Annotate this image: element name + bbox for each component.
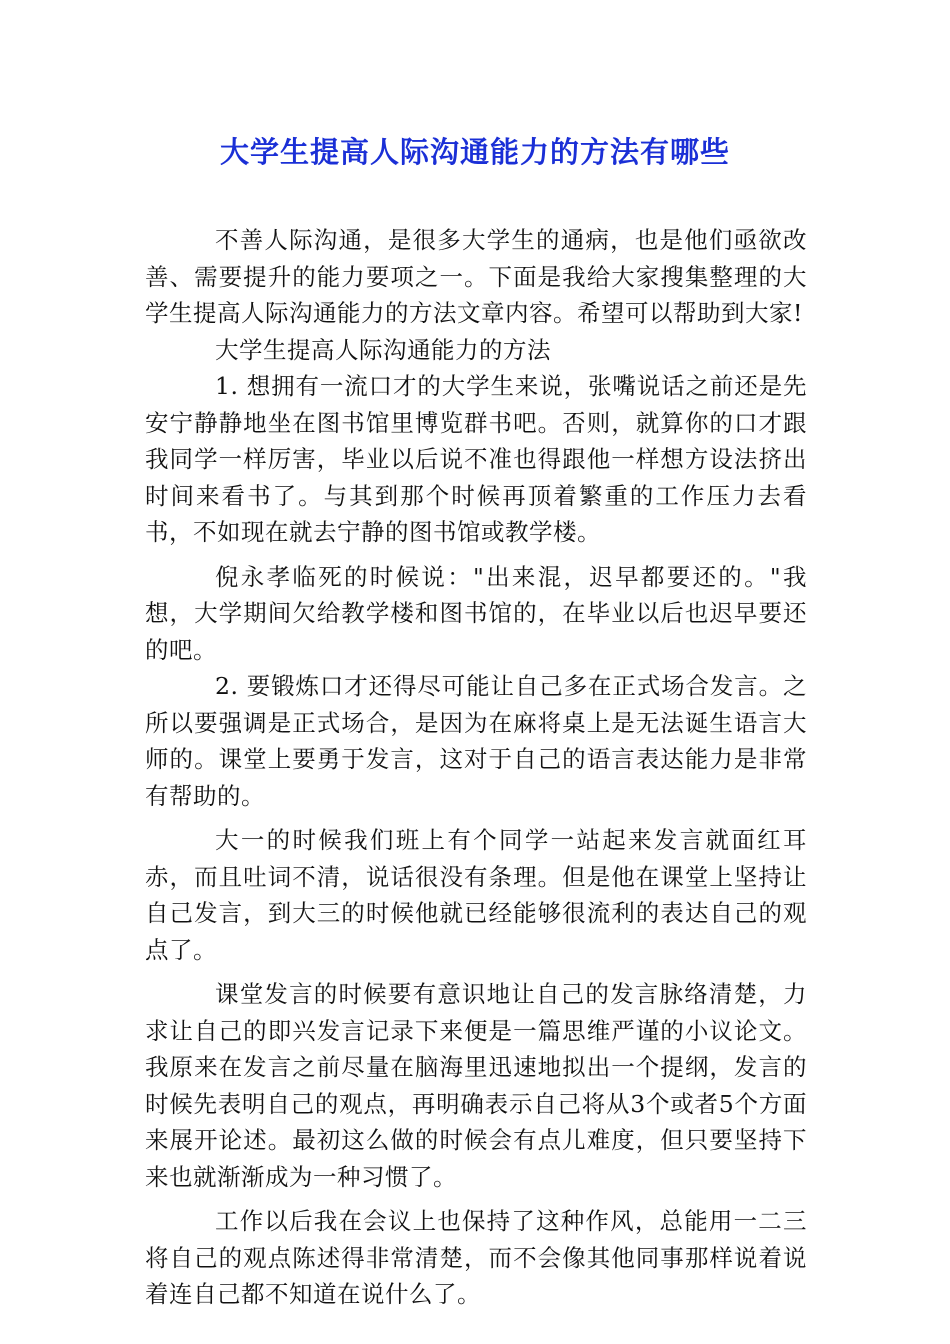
paragraph-point-1: 1. 想拥有一流口才的大学生来说，张嘴说话之前还是先安宁静静地坐在图书馆里博览群书吧。否则，就算你的口才跟我同学一样厉害，毕业以后说不准也得跟他一样想方设法挤出时间来看书了。与其到那个时候再顶着繁重的工作压力去看书，不如现在就去宁静的图书馆或教学楼。 bbox=[145, 372, 808, 546]
paragraph-classroom: 课堂发言的时候要有意识地让自己的发言脉络清楚，力求让自己的即兴发言记录下来便是一篇思维严谨的小议论文。我原来在发言之前尽量在脑海里迅速地拟出一个提纲，发言的时候先表明自己的观点，再明确表示自己将从3个或者5个方面来展开论述。最初这么做的时候会有点儿难度，但只要坚持下来也就渐渐成为一种习惯了。 bbox=[145, 980, 807, 1191]
paragraph-intro: 不善人际沟通，是很多大学生的通病，也是他们亟欲改善、需要提升的能力要项之一。下面是我给大家搜集整理的大学生提高人际沟通能力的方法文章内容。希望可以帮助到大家! bbox=[145, 226, 807, 327]
paragraph-heading: 大学生提高人际沟通能力的方法 bbox=[215, 335, 551, 364]
paragraph-work: 工作以后我在会议上也保持了这种作风，总能用一二三将自己的观点陈述得非常清楚，而不会像其他同事那样说着说着连自己都不知道在说什么了。 bbox=[145, 1207, 807, 1308]
paragraph-quote: 倪永孝临死的时候说："出来混，迟早都要还的。"我想，大学期间欠给教学楼和图书馆的，在毕业以后也迟早要还的吧。 bbox=[145, 562, 807, 664]
document-body bbox=[145, 222, 807, 1313]
paragraph-example: 大一的时候我们班上有个同学一站起来发言就面红耳赤，而且吐词不清，说话很没有条理。但是他在课堂上坚持让自己发言，到大三的时候他就已经能够很流利的表达自己的观点了。 bbox=[145, 826, 807, 964]
paragraph-point-2: 2. 要锻炼口才还得尽可能让自己多在正式场合发言。之所以要强调是正式场合，是因为在麻将桌上是无法诞生语言大师的。课堂上要勇于发言，这对于自己的语言表达能力是非常有帮助的。 bbox=[145, 672, 808, 810]
document-title: 大学生提高人际沟通能力的方法有哪些 bbox=[219, 135, 730, 169]
